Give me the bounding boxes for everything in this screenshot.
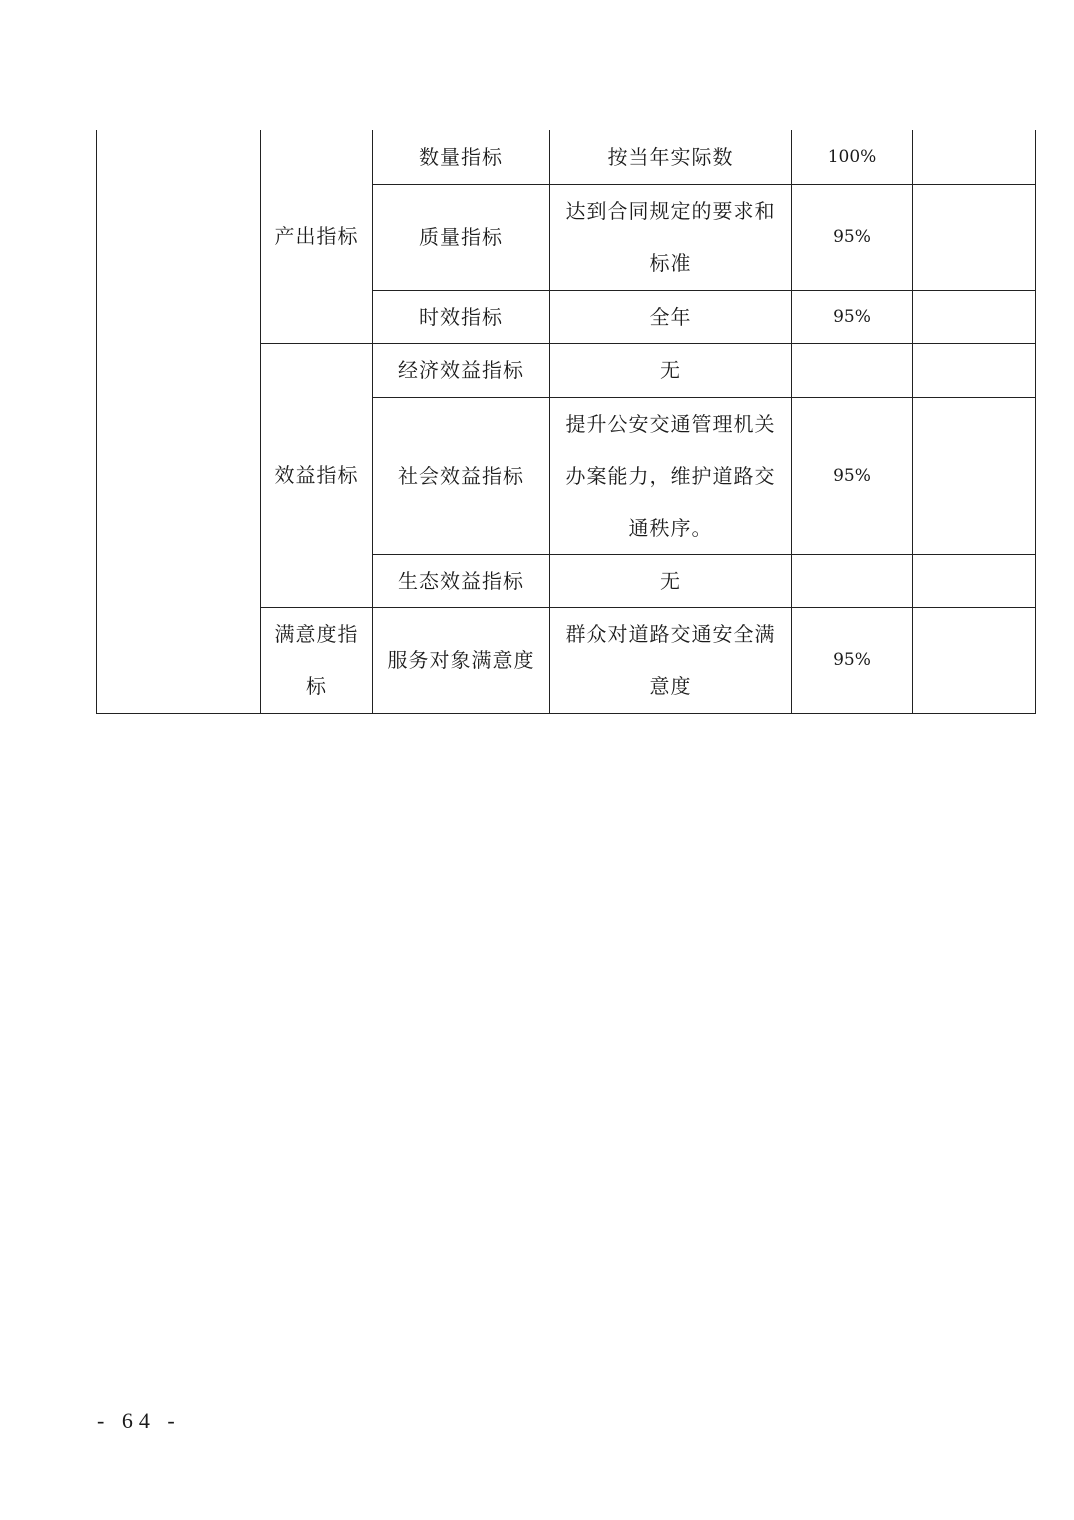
percent-cell: 95% [792,184,913,290]
value-cell: 无 [550,343,792,397]
percent-cell [792,554,913,607]
note-cell [913,343,1036,397]
value-cell: 群众对道路交通安全满意度 [550,607,792,713]
indicator-cell: 生态效益指标 [373,554,550,607]
value-cell: 按当年实际数 [550,130,792,184]
indicator-cell: 数量指标 [373,130,550,184]
percent-cell: 95% [792,290,913,343]
note-cell [913,397,1036,554]
indicator-cell: 时效指标 [373,290,550,343]
percent-cell: 95% [792,397,913,554]
percent-cell: 100% [792,130,913,184]
value-cell: 无 [550,554,792,607]
note-cell [913,184,1036,290]
value-cell: 全年 [550,290,792,343]
value-cell: 达到合同规定的要求和标准 [550,184,792,290]
note-cell [913,130,1036,184]
percent-cell [792,343,913,397]
indicator-cell: 经济效益指标 [373,343,550,397]
indicator-cell: 服务对象满意度 [373,607,550,713]
indicator-cell: 质量指标 [373,184,550,290]
category-cell: 产出指标 [261,130,373,343]
category-cell: 效益指标 [261,343,373,607]
note-cell [913,607,1036,713]
value-cell: 提升公安交通管理机关办案能力，维护道路交通秩序。 [550,397,792,554]
page-number: - 64 - [97,1408,181,1433]
percent-cell: 95% [792,607,913,713]
blank-first-column-cell [97,130,261,713]
performance-indicator-table [96,130,1036,714]
indicator-cell: 社会效益指标 [373,397,550,554]
category-cell: 满意度指标 [261,607,373,713]
table-row [97,130,1036,184]
note-cell [913,290,1036,343]
note-cell [913,554,1036,607]
